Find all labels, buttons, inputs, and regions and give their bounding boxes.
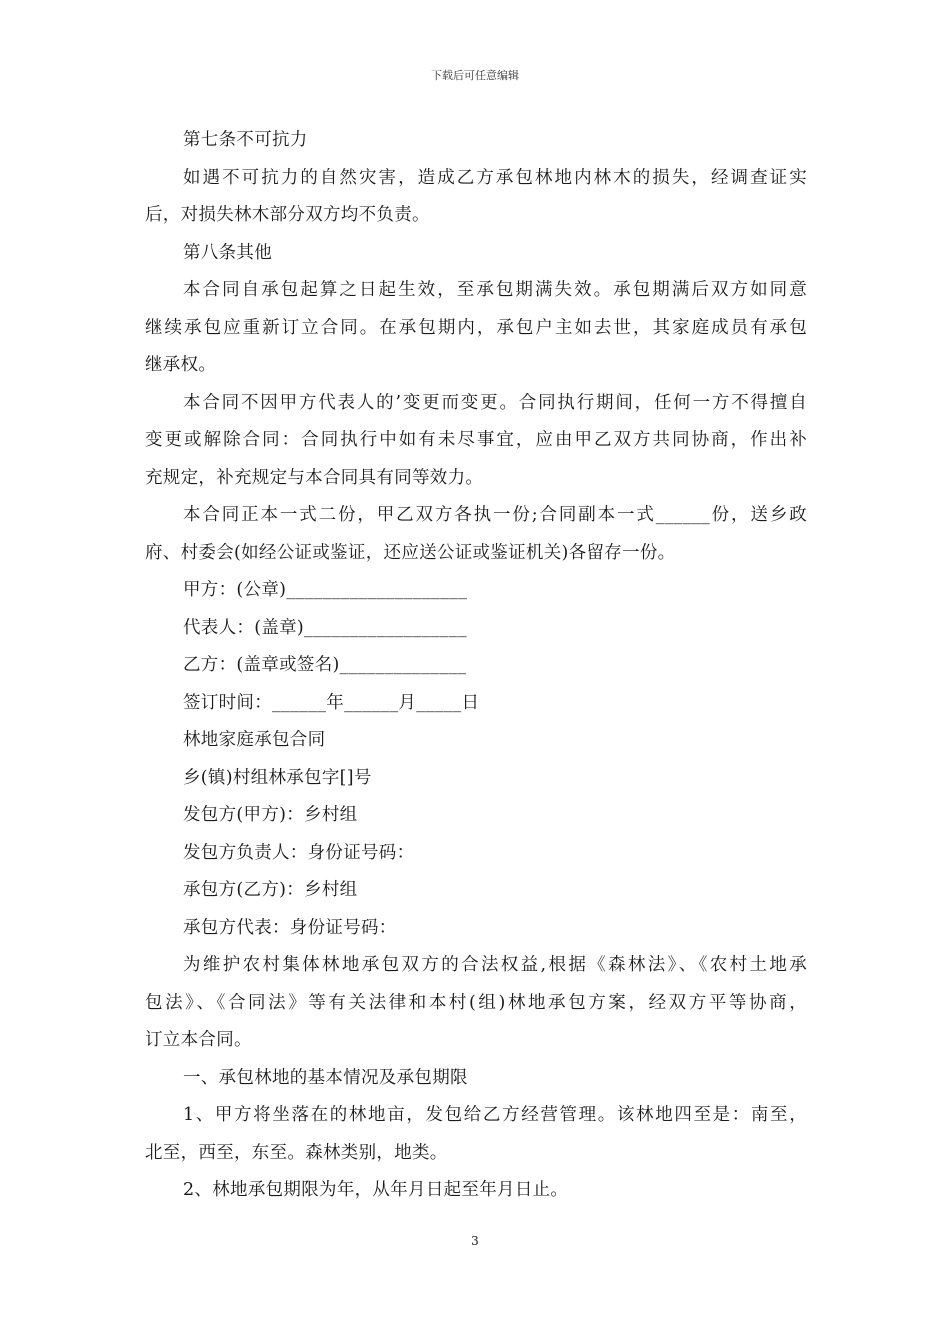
text-line: 乙方：(盖章或签名)______________ (183, 655, 467, 675)
text-line: 后，对损失林木部分双方均不负责。 (145, 205, 430, 225)
text-line: 如遇不可抗力的自然灾害，造成乙方承包林地内林木的损失，经调查证实 (183, 167, 807, 188)
text-line: 包法》、《合同法》等有关法律和本村(组)林地承包方案，经双方平等协商， (145, 992, 807, 1013)
text-line: 第七条不可抗力 (183, 130, 308, 150)
text-line: 继承权。 (145, 355, 217, 375)
text-line: 府、村委会(如经公证或鉴证，还应送公证或鉴证机关)各留存一份。 (145, 542, 676, 563)
text-line: 发包方(甲方)：乡村组 (183, 805, 358, 825)
text-line: 发包方负责人：身份证号码： (183, 842, 415, 863)
text-line: 1、甲方将坐落在的林地亩，发包给乙方经营管理。该林地四至是：南至， (183, 1105, 807, 1125)
text-line: 订立本合同。 (145, 1030, 252, 1050)
text-line: 代表人：(盖章)__________________ (183, 617, 467, 638)
text-line: 承包方代表：身份证号码： (183, 917, 397, 938)
text-line: 本合同正本一式二份，甲乙双方各执一份;合同副本一式______份，送乡政 (183, 505, 807, 525)
text-line: 林地家庭承包合同 (183, 730, 326, 750)
page-number: 3 (471, 1234, 479, 1248)
text-line: 本合同自承包起算之日起生效，至承包期满失效。承包期满后双方如同意 (183, 280, 807, 300)
text-line: 甲方：(公章)____________________ (183, 580, 468, 600)
text-line: 第八条其他 (183, 242, 272, 263)
text-line: 继续承包应重新订立合同。在承包期内，承包户主如去世，其家庭成员有承包 (145, 317, 807, 338)
text-line: 充规定，补充规定与本合同具有同等效力。 (145, 467, 484, 488)
page-header: 下载后可任意编辑 (431, 69, 519, 82)
text-line: 北至，西至，东至。森林类别，地类。 (145, 1142, 448, 1163)
text-line: 本合同不因甲方代表人的’变更而变更。合同执行期间，任何一方不得擅自 (183, 392, 807, 413)
text-line: 一、承包林地的基本情况及承包期限 (183, 1067, 468, 1088)
document-body (145, 122, 807, 1210)
text-line: 乡(镇)村组林承包字[]号 (183, 767, 372, 788)
text-line: 变更或解除合同：合同执行中如有未尽事宜，应由甲乙双方共同协商，作出补 (145, 430, 807, 450)
text-line: 承包方(乙方)：乡村组 (183, 880, 358, 900)
text-line: 签订时间：______年______月_____日 (183, 692, 480, 713)
text-line: 为维护农村集体林地承包双方的合法权益,根据《森林法》、《农村土地承 (183, 955, 807, 975)
text-line: 2、林地承包期限为年，从年月日起至年月日止。 (183, 1180, 569, 1200)
